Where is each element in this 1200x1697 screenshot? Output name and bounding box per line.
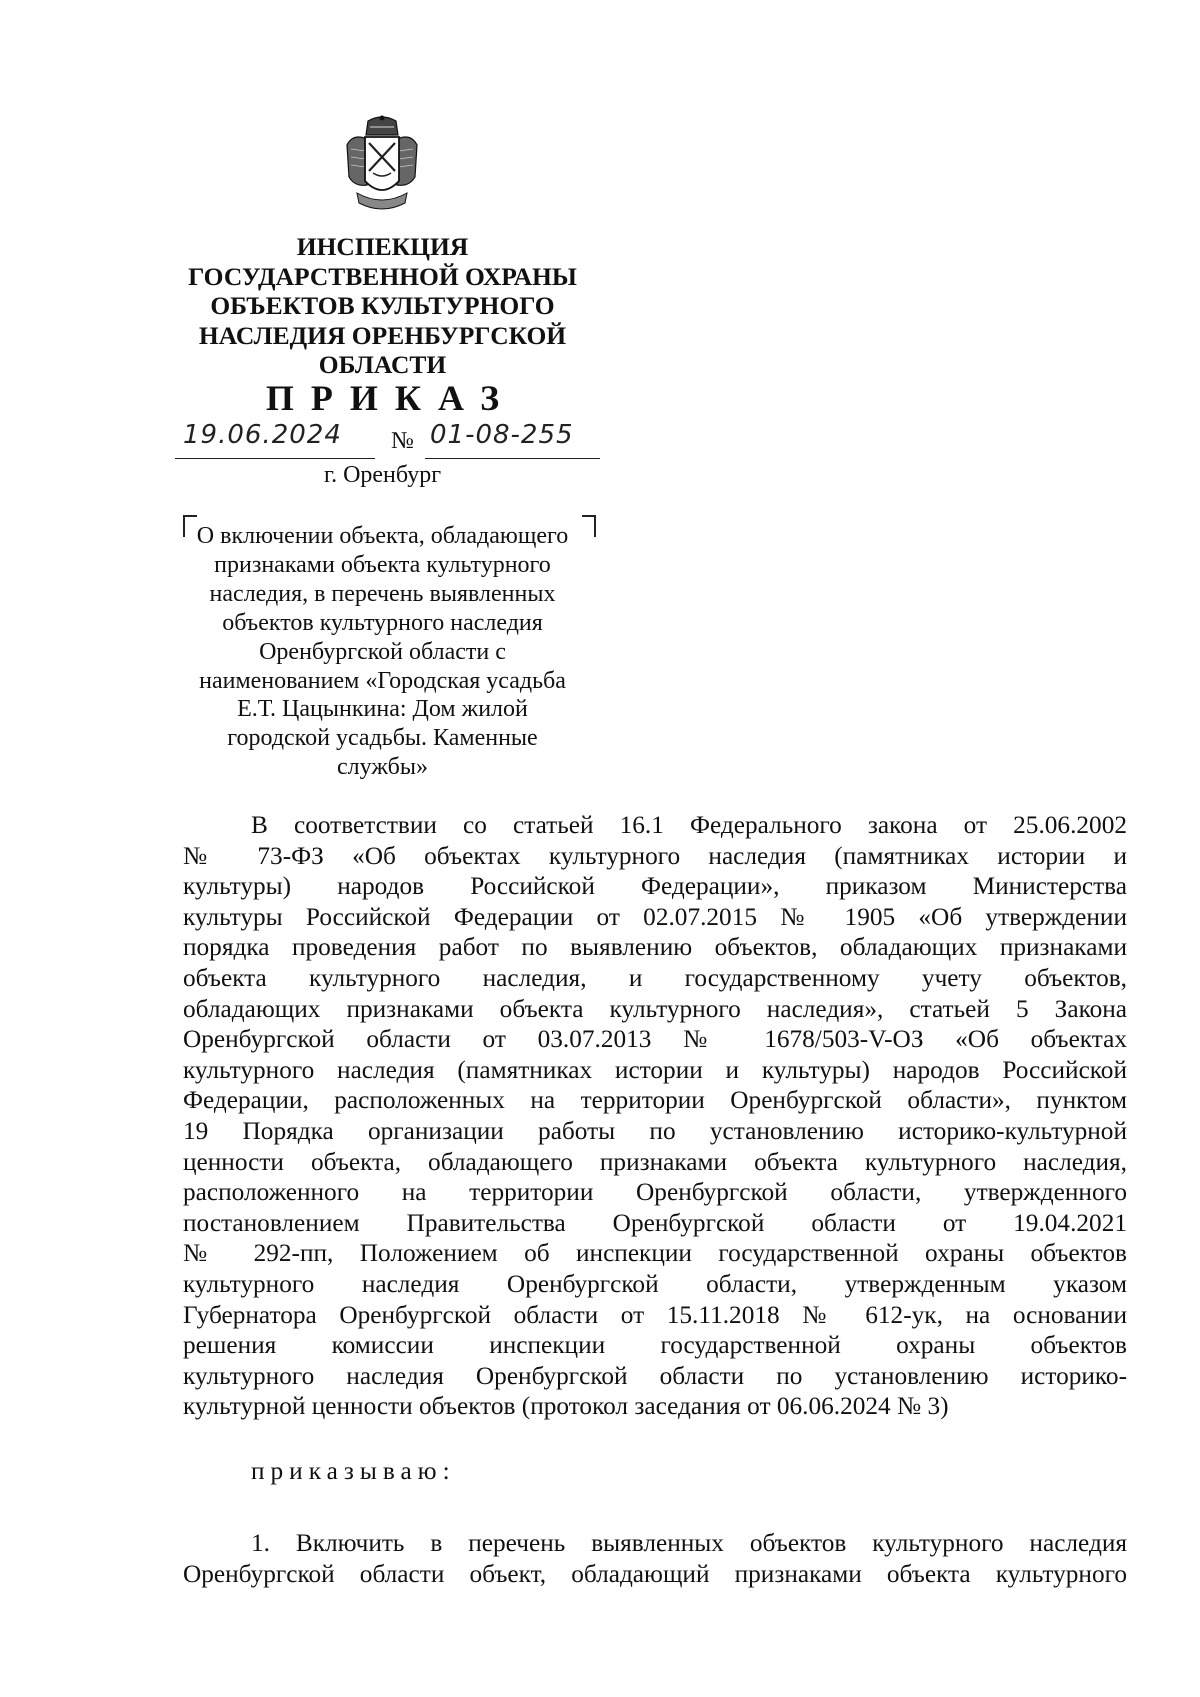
preamble-paragraph [183, 810, 1127, 1422]
preamble-line: постановлением Правительства Оренбургской области от 19.04.2021 [183, 1208, 1127, 1237]
date-underline [175, 458, 375, 459]
item-line: Оренбургской области объект, обладающий признаками объекта культурного [183, 1560, 1127, 1588]
title-line: Оренбургской области с [259, 638, 506, 665]
preamble-line: культурной ценности объектов (протокол заседания от 06.06.2024 № 3) [183, 1392, 949, 1421]
title-line: Е.Т. Цацынкина: Дом жилой [237, 696, 528, 723]
agency-name-line: ИНСПЕКЦИЯ [296, 232, 469, 261]
title-line: объектов культурного наследия [222, 609, 543, 636]
preamble-line: культурного наследия Оренбургской области, утвержденным указом [183, 1269, 1127, 1298]
agency-name-line: ОБЛАСТИ [318, 350, 447, 379]
agency-name-line: ГОСУДАРСТВЕННОЙ ОХРАНЫ [188, 261, 577, 291]
preamble-line: Оренбургской области от 03.07.2013 № 1678/503-V-ОЗ «Об объектах [183, 1025, 1127, 1054]
number-underline [425, 458, 600, 459]
handwritten-date: 19.06.2024 [183, 420, 342, 450]
document-type-heading: ПРИКАЗ [265, 378, 517, 418]
title-corner-right [582, 515, 596, 537]
title-line: О включении объекта, обладающего [196, 523, 569, 549]
agency-name [160, 232, 605, 380]
item-line: 1. Включить в перечень выявленных объектов культурного наследия [251, 1529, 1127, 1557]
preamble-line: В соответствии со статьей 16.1 Федерального закона от 25.06.2002 [251, 811, 1127, 839]
preamble-line: объекта культурного наследия, и государственному учету объектов, [183, 963, 1127, 992]
number-label: № [391, 428, 414, 454]
handwritten-number: 01-08-255 [430, 420, 574, 450]
order-title [190, 522, 575, 782]
preamble-line: Губернатора Оренбургской области от 15.11.2018 № 612-ук, на основании [183, 1300, 1127, 1329]
preamble-line: решения комиссии инспекции государственной охраны объектов [183, 1331, 1127, 1360]
ordering-word: приказываю: [251, 1457, 456, 1485]
preamble-line: культуры Российской Федерации от 02.07.2015 № 1905 «Об утверждении [183, 902, 1127, 931]
preamble-line: № 292-пп, Положением об инспекции государственной охраны объектов [183, 1239, 1127, 1268]
coat-of-arms-icon [343, 115, 421, 215]
agency-name-line: ОБЪЕКТОВ КУЛЬТУРНОГО [210, 291, 555, 320]
preamble-line: № 73-ФЗ «Об объектах культурного наследия (памятниках истории и [183, 841, 1127, 870]
preamble-line: 19 Порядка организации работы по установлению историко-культурной [183, 1116, 1127, 1145]
order-item-1 [183, 1528, 1127, 1590]
date-number-row [175, 420, 600, 462]
preamble-line: порядка проведения работ по выявлению объектов, обладающих признаками [183, 933, 1127, 962]
preamble-line: культурного наследия (памятниках истории и культуры) народов Российской [183, 1055, 1127, 1084]
preamble-line: расположенного на территории Оренбургской области, утвержденного [183, 1178, 1127, 1207]
title-line: городской усадьбы. Каменные [227, 725, 538, 752]
agency-name-line: НАСЛЕДИЯ ОРЕНБУРГСКОЙ [198, 320, 567, 350]
preamble-line: культурного наследия Оренбургской области по установлению историко- [183, 1361, 1127, 1390]
title-line: признаками объекта культурного [214, 551, 551, 578]
preamble-line: обладающих признаками объекта культурного наследия», статьей 5 Закона [183, 994, 1127, 1023]
preamble-line: ценности объекта, обладающего признаками объекта культурного наследия, [183, 1147, 1127, 1176]
title-line: службы» [337, 754, 428, 781]
title-line: наследия, в перечень выявленных [209, 580, 556, 607]
city-label: г. Оренбург [323, 462, 442, 488]
preamble-line: культуры) народов Российской Федерации», приказом Министерства [183, 872, 1127, 901]
preamble-line: Федерации, расположенных на территории Оренбургской области», пунктом [183, 1086, 1127, 1115]
title-line: наименованием «Городская усадьба [199, 667, 566, 694]
